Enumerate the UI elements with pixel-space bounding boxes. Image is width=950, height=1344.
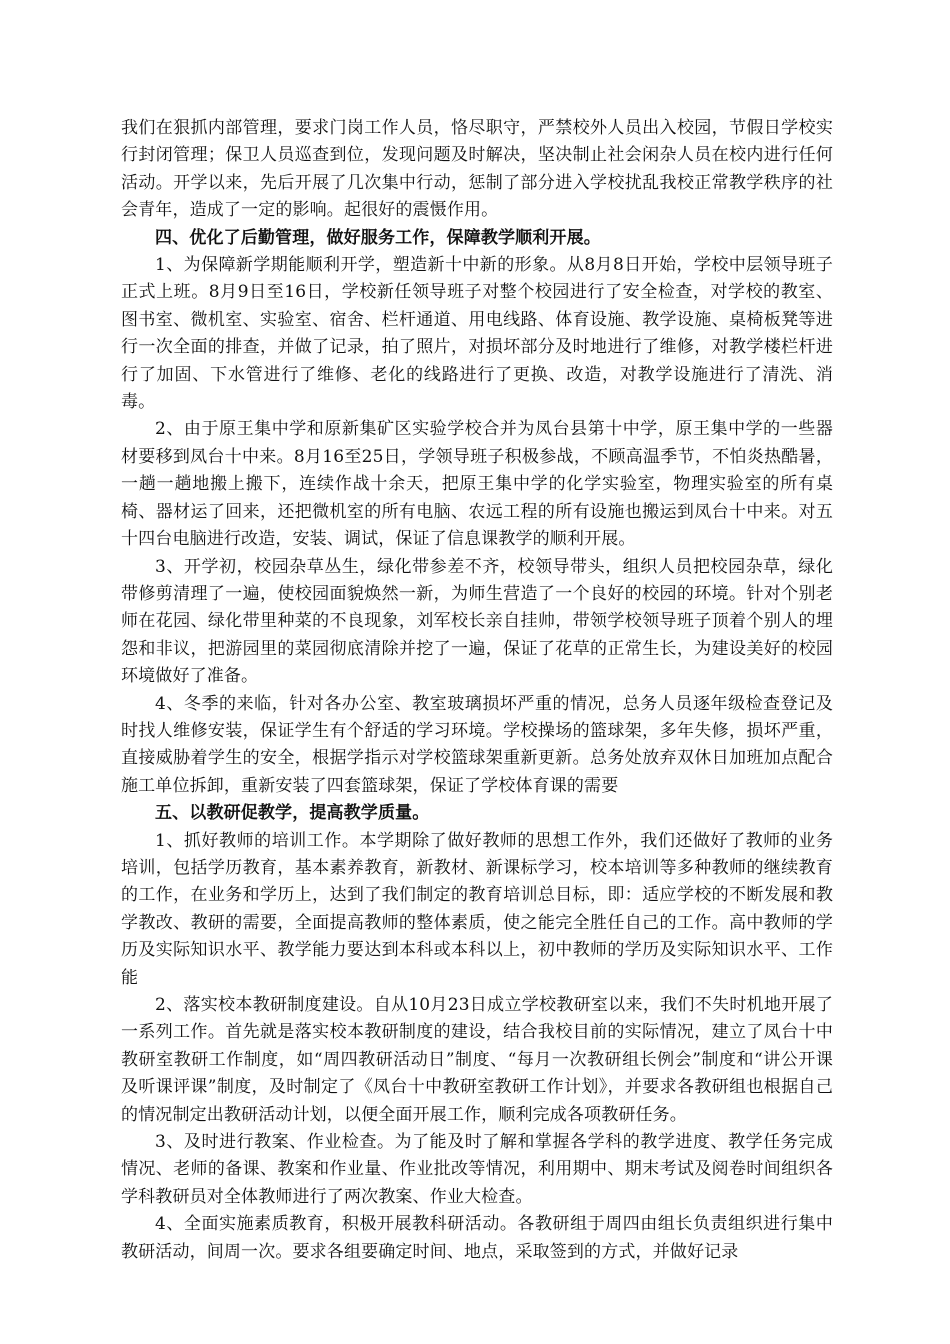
- paragraph-research-3: 3、及时进行教案、作业检查。为了能及时了解和掌握各学科的教学进度、教学任务完成情况、老师的备课、教案和作业量、作业批改等情况，利用期中、期末考试及阅卷时间组织各学科教研员对全体教师进行了两次教案、作业大检查。: [121, 1132, 833, 1207]
- paragraph-logistics-1: 1、为保障新学期能顺利开学，塑造新十中新的形象。从8月8日开始，学校中层领导班子正式上班。8月9日至16日，学校新任领导班子对整个校园进行了安全检查，对学校的教室、图书室、微机室、实验室、宿舍、栏杆通道、用电线路、体育设施、教学设施、桌椅板凳等进行一次全面的排查，并做了记录，拍了照片，对损坏部分及时地进行了维修，对教学楼栏杆进行了加固、下水管进行了维修、老化的线路进行了更换、改造，对教学设施进行了清洗、消毒。: [121, 255, 833, 413]
- paragraph-research-2: 2、落实校本教研制度建设。自从10月23日成立学校教研室以来，我们不失时机地开展了一系列工作。首先就是落实校本教研制度的建设，结合我校目前的实际情况，建立了凤台十中教研室教研工作制度，如“周四教研活动日”制度、“每月一次教研组长例会”制度和“讲公开课及听课评课”制度，及时制定了《凤台十中教研室教研工作计划》，并要求各教研组也根据自己的情况制定出教研活动计划，以便全面开展工作，顺利完成各项教研任务。: [121, 995, 833, 1125]
- paragraph-research-4: 4、全面实施素质教育，积极开展教科研活动。各教研组于周四由组长负责组织进行集中教研活动，间周一次。要求各组要确定时间、地点，采取签到的方式，并做好记录: [121, 1214, 833, 1262]
- document-body: [121, 115, 833, 1266]
- section-heading-teaching-research: 五、以教研促教学，提高教学质量。: [155, 803, 430, 824]
- section-heading-logistics: 四、优化了后勤管理，做好服务工作，保障教学顺利开展。: [155, 227, 601, 248]
- paragraph-security-management: 我们在狠抓内部管理，要求门岗工作人员，恪尽职守，严禁校外人员出入校园，节假日学校实行封闭管理；保卫人员巡查到位，发现问题及时解决，坚决制止社会闲杂人员在校内进行任何活动。开学以来，先后开展了几次集中行动，惩制了部分进入学校扰乱我校正常教学秩序的社会青年，造成了一定的影响。起很好的震慑作用。: [121, 118, 833, 221]
- paragraph-logistics-4: 4、冬季的来临，针对各办公室、教室玻璃损坏严重的情况，总务人员逐年级检查登记及时找人维修安装，保证学生有个舒适的学习环境。学校操场的篮球架，多年失修，损坏严重，直接威胁着学生的安全，根据学指示对学校篮球架重新更新。总务处放弃双休日加班加点配合施工单位拆卸，重新安装了四套篮球架，保证了学校体育课的需要: [121, 693, 833, 796]
- paragraph-logistics-3: 3、开学初，校园杂草丛生，绿化带参差不齐，校领导带头，组织人员把校园杂草，绿化带修剪清理了一遍，使校园面貌焕然一新，为师生营造了一个良好的校园的环境。针对个别老师在花园、绿化带里种菜的不良现象，刘军校长亲自挂帅，带领学校领导班子顶着个别人的埋怨和非议，把游园里的菜园彻底清除并挖了一遍，保证了花草的正常生长，为建设美好的校园环境做好了准备。: [121, 556, 833, 687]
- paragraph-research-1: 1、抓好教师的培训工作。本学期除了做好教师的思想工作外，我们还做好了教师的业务培训，包括学历教育，基本素养教育，新教材、新课标学习，校本培训等多种教师的继续教育的工作，在业务和学历上，达到了我们制定的教育培训总目标，即：适应学校的不断发展和教学教改、教研的需要，全面提高教师的整体素质，使之能完全胜任自己的工作。高中教师的学历及实际知识水平、教学能力要达到本科或本科以上，初中教师的学历及实际知识水平、工作能: [121, 830, 833, 988]
- paragraph-logistics-2: 2、由于原王集中学和原新集矿区实验学校合并为凤台县第十中学，原王集中学的一些器材要移到凤台十中来。8月16至25日，学领导班子积极参战，不顾高温季节，不怕炎热酷暑，一趟一趟地搬上搬下，连续作战十余天，把原王集中学的化学实验室，物理实验室的所有桌椅、器材运了回来，还把微机室的所有电脑、农远工程的所有设施也搬运到凤台十中来。对五十四台电脑进行改造，安装、调试，保证了信息课教学的顺利开展。: [121, 419, 833, 550]
